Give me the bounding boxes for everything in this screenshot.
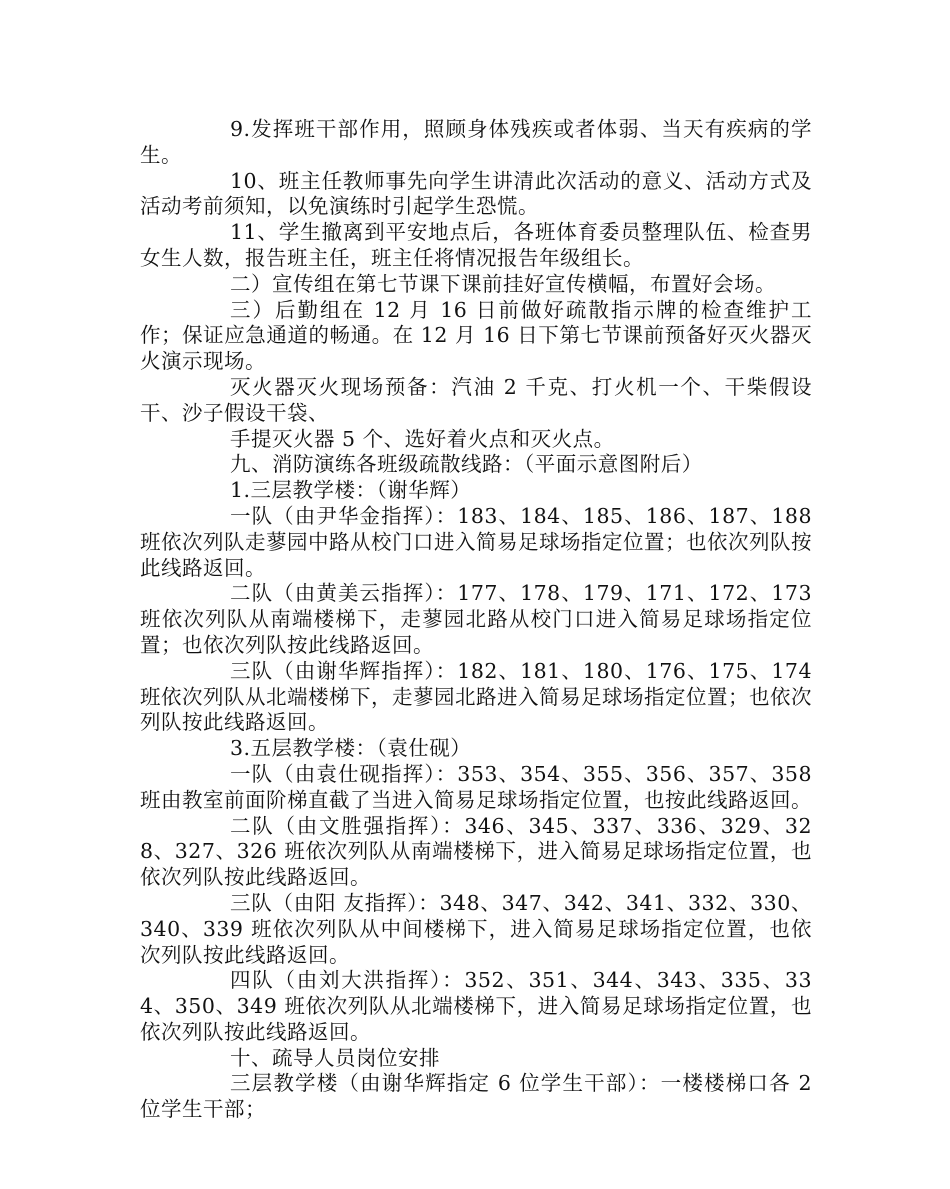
section-10-heading: 十、疏导人员岗位安排 xyxy=(230,1045,440,1070)
three-story-team-3-paragraph: 三队（由谢华辉指挥）：182、181、180、176、175、174 班依次列队从北端楼梯下，走蓼园北路进入简易足球场指定位置；也依次列队按此线路返回。 xyxy=(140,658,812,735)
item-10-paragraph: 10、班主任教师事先向学生讲清此次活动的意义、活动方式及活动考前须知，以免演练时引起学生恐慌。 xyxy=(140,168,812,219)
five-story-team-3-paragraph: 三队（由阳 友指挥）：348、347、342、341、332、330、340、339 班依次列队从中间楼梯下，进入简易足球场指定位置，也依次列队按此线路返回。 xyxy=(140,890,812,967)
item-9-paragraph: 9.发挥班干部作用，照顾身体残疾或者体弱、当天有疾病的学生。 xyxy=(140,117,812,167)
five-story-team-2-paragraph: 二队（由文胜强指挥）：346、345、337、336、329、328、327、326 班依次列队从南端楼梯下，进入简易足球场指定位置，也依次列队按此线路返回。 xyxy=(140,813,812,890)
logistics-group-paragraph: 三）后勤组在 12 月 16 日前做好疏散指示牌的检查维护工作；保证应急通道的畅通。在 12 月 16 日下第七节课前预备好灭火器灭火演示现场。 xyxy=(140,297,812,374)
extinguisher-paragraph: 手提灭火器 5 个、选好着火点和灭火点。 xyxy=(230,426,615,451)
section-9-heading: 九、消防演练各班级疏散线路：（平面示意图附后） xyxy=(230,452,703,477)
three-story-team-2-paragraph: 二队（由黄美云指挥）：177、178、179、171、172、173 班依次列队从南端楼梯下，走蓼园北路从校门口进入简易足球场指定位置；也依次列队按此线路返回。 xyxy=(140,581,812,657)
fire-site-preparation-paragraph: 灭火器灭火现场预备：汽油 2 千克、打火机一个、干柴假设干、沙子假设干袋、 xyxy=(140,374,812,425)
publicity-group-paragraph: 二）宣传组在第七节课下课前挂好宣传横幅，布置好会场。 xyxy=(230,271,776,296)
document-body xyxy=(140,117,812,1123)
five-story-team-1-paragraph: 一队（由袁仕砚指挥）：353、354、355、356、357、358 班由教室前面阶梯直截了当进入简易足球场指定位置，也按此线路返回。 xyxy=(140,761,812,812)
three-story-team-1-paragraph: 一队（由尹华金指挥）：183、184、185、186、187、188 班依次列队走蓼园中路从校门口进入简易足球场指定位置；也依次列队按此线路返回。 xyxy=(140,503,812,580)
item-11-paragraph: 11、学生撤离到平安地点后，各班体育委员整理队伍、检查男女生人数，报告班主任，班主任将情况报告年级组长。 xyxy=(140,220,812,270)
five-story-building-heading: 3.五层教学楼：（袁仕砚） xyxy=(230,736,472,761)
guide-staff-paragraph: 三层教学楼（由谢华辉指定 6 位学生干部）：一楼楼梯口各 2 位学生干部； xyxy=(140,1071,812,1122)
five-story-team-4-paragraph: 四队（由刘大洪指挥）：352、351、344、343、335、334、350、349 班依次列队从北端楼梯下，进入简易足球场指定位置，也依次列队按此线路返回。 xyxy=(140,968,812,1044)
three-story-building-heading: 1.三层教学楼：（谢华辉） xyxy=(230,478,472,503)
